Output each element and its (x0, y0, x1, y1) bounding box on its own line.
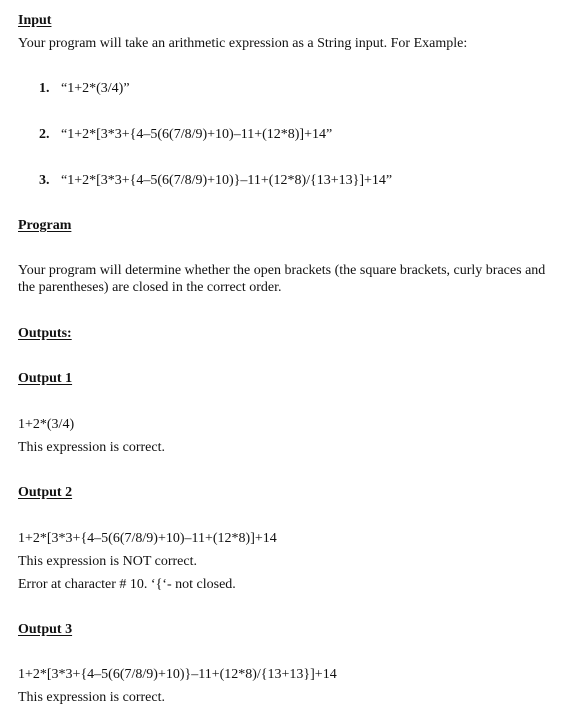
program-heading: Program (18, 218, 72, 233)
example-item-2 (39, 126, 332, 143)
input-intro: Your program will take an arithmetic expression as a String input. For Example: (18, 36, 468, 51)
output-heading: Output 1 (18, 371, 73, 386)
example-item-3 (39, 172, 392, 189)
output-heading: Output 2 (18, 485, 73, 500)
output-expression: 1+2*(3/4) (18, 417, 75, 432)
output-result: This expression is NOT correct. (18, 554, 197, 569)
input-heading: Input (18, 13, 52, 28)
output-error-message: Error at character # 10. ‘{‘- not closed. (18, 577, 236, 592)
output-result: This expression is correct. (18, 690, 165, 705)
example-expression: “1+2*[3*3+{4–5(6(7/8/9)+10)–11+(12*8)]+14” (61, 127, 333, 142)
output-result: This expression is correct. (18, 440, 165, 455)
output-heading: Output 3 (18, 622, 73, 637)
example-expression: “1+2*(3/4)” (61, 81, 130, 96)
output-expression: 1+2*[3*3+{4–5(6(7/8/9)+10)}–11+(12*8)/{13+13}]+14 (18, 667, 337, 682)
example-number: 2. (39, 127, 50, 142)
example-number: 3. (39, 173, 50, 188)
example-expression: “1+2*[3*3+{4–5(6(7/8/9)+10)}–11+(12*8)/{13+13}]+14” (61, 173, 393, 188)
program-description: Your program will determine whether the open brackets (the square brackets, curly braces and the parentheses) are closed in the correct order. (18, 263, 546, 295)
example-number: 1. (39, 81, 50, 96)
output-expression: 1+2*[3*3+{4–5(6(7/8/9)+10)–11+(12*8)]+14 (18, 531, 277, 546)
example-item-1 (39, 80, 130, 97)
outputs-heading: Outputs: (18, 326, 72, 341)
